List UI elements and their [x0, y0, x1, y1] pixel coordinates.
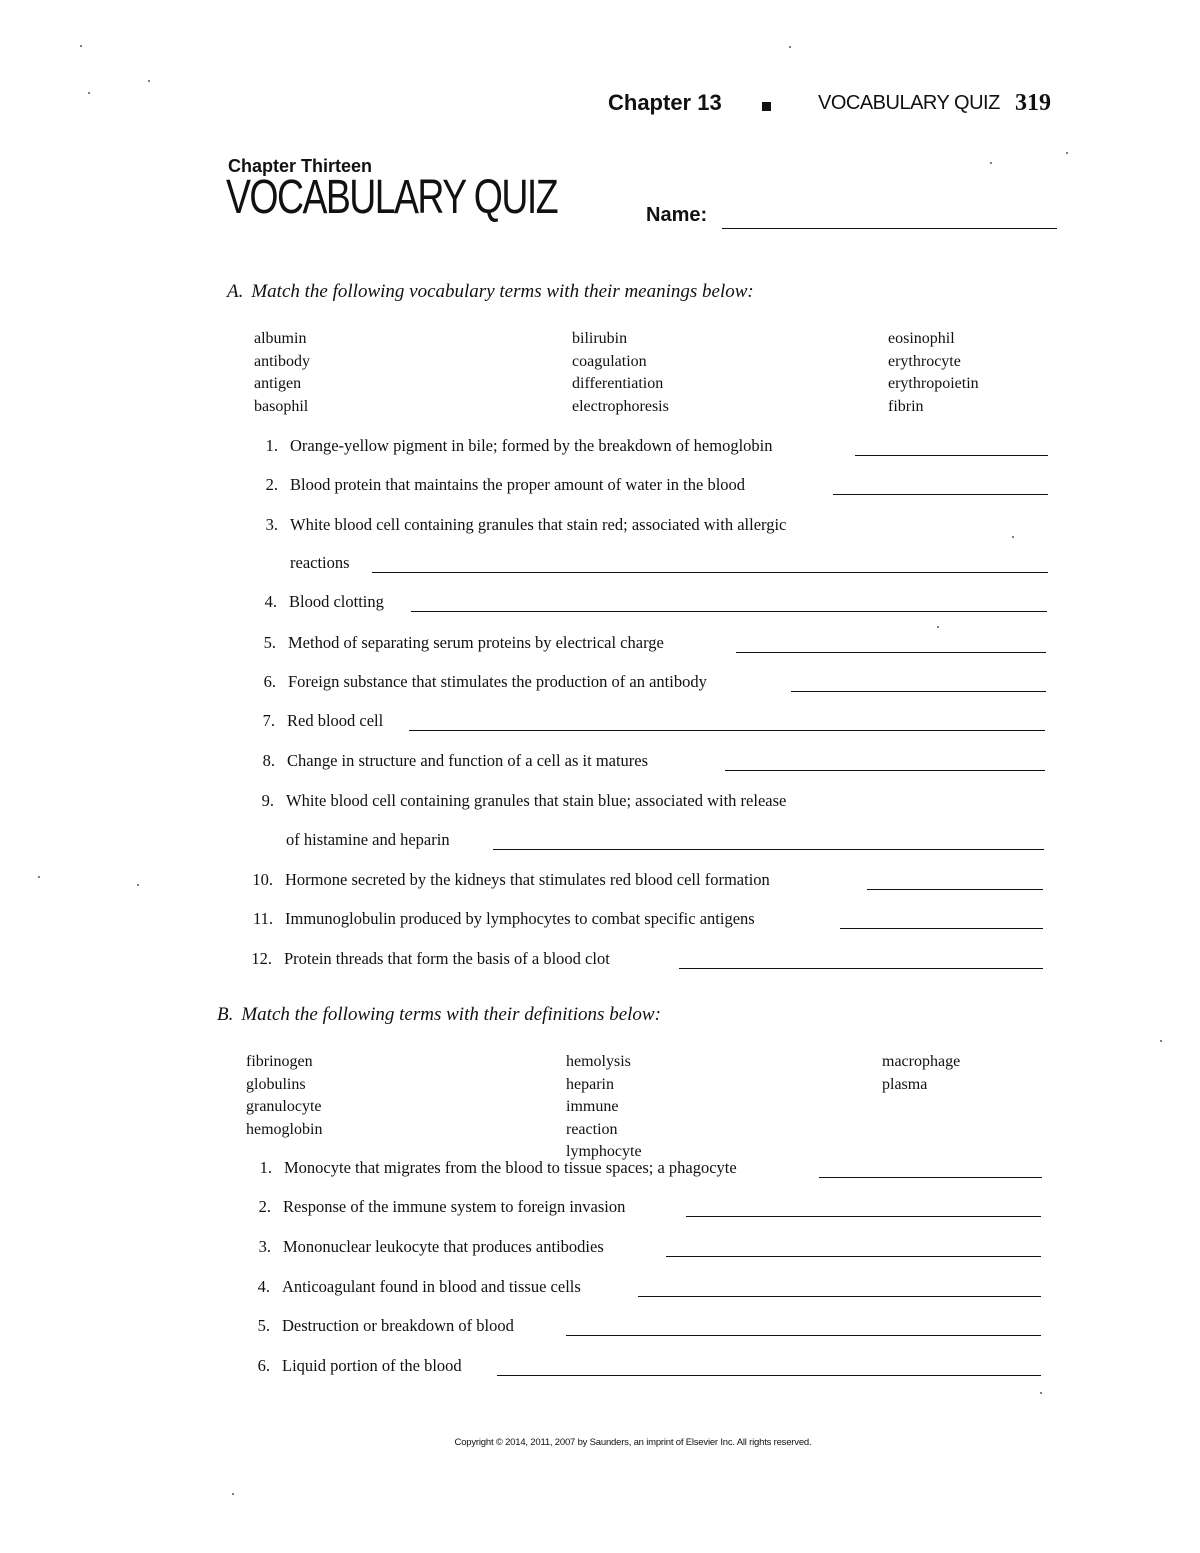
- question-number: 6.: [257, 1356, 270, 1375]
- question-text: White blood cell containing granules that stain blue; associated with release: [286, 791, 787, 810]
- scan-speck: [1040, 1392, 1042, 1394]
- word-bank-term: antibody: [254, 352, 310, 370]
- word-bank-term: globulins: [246, 1075, 306, 1093]
- question-number: 3.: [258, 1237, 271, 1256]
- question-b6: [242, 1356, 1041, 1382]
- question-a3: [250, 515, 1048, 541]
- question-text: White blood cell containing granules that stain red; associated with allergic: [290, 515, 787, 534]
- word-bank-term: fibrin: [888, 397, 924, 415]
- section-b-letter: B.: [217, 1004, 234, 1025]
- question-text: Blood protein that maintains the proper amount of water in the blood: [290, 475, 746, 494]
- answer-line[interactable]: [791, 691, 1046, 692]
- scan-speck: [1160, 1040, 1162, 1042]
- question-number: 11.: [252, 909, 273, 928]
- answer-line[interactable]: [679, 968, 1043, 969]
- question-number: 4.: [264, 592, 277, 611]
- word-bank-term: differentiation: [572, 375, 664, 392]
- word-bank-term: lymphocyte: [566, 1143, 642, 1160]
- question-number: 8.: [262, 751, 275, 770]
- section-b-instruction: Match the following terms with their definitions below:: [241, 1004, 661, 1025]
- question-a2: [250, 475, 1048, 501]
- question-number: 5.: [263, 633, 276, 652]
- word-bank-term: macrophage: [882, 1053, 961, 1070]
- chapter-name: Chapter Thirteen: [228, 156, 373, 176]
- question-text: reactions: [290, 553, 350, 572]
- header-bullet: [762, 102, 771, 111]
- question-b4: [242, 1277, 1041, 1303]
- question-b1: [244, 1158, 1042, 1184]
- word-bank-term: heparin: [566, 1075, 614, 1093]
- word-bank-term: hemolysis: [566, 1053, 631, 1070]
- page-title: VOCABULARY QUIZ: [226, 171, 558, 224]
- question-a9: [246, 791, 1044, 817]
- scan-speck: [148, 80, 150, 82]
- word-bank-term: plasma: [882, 1075, 928, 1093]
- question-b5: [242, 1316, 1041, 1342]
- word-bank-column: [888, 328, 979, 418]
- question-number: 3.: [265, 515, 278, 534]
- scan-speck: [937, 626, 939, 628]
- question-text: Orange-yellow pigment in bile; formed by the breakdown of hemoglobin: [290, 436, 773, 455]
- scan-speck: [137, 884, 139, 886]
- answer-line[interactable]: [867, 889, 1043, 890]
- answer-line[interactable]: [819, 1177, 1042, 1178]
- answer-line[interactable]: [566, 1335, 1041, 1336]
- question-text: Method of separating serum proteins by electrical charge: [288, 633, 664, 652]
- question-a5: [248, 633, 1046, 659]
- answer-line[interactable]: [686, 1216, 1041, 1217]
- question-a11: [245, 909, 1043, 935]
- word-bank-term: hemoglobin: [246, 1120, 323, 1138]
- question-text: Response of the immune system to foreign invasion: [283, 1197, 626, 1216]
- question-a8: [247, 751, 1045, 777]
- question-number: 2.: [258, 1197, 271, 1216]
- answer-line[interactable]: [409, 730, 1045, 731]
- question-text: of histamine and heparin: [286, 830, 450, 849]
- question-a9-continued: [246, 830, 1044, 856]
- question-number: 12.: [251, 949, 272, 968]
- copyright-notice: Copyright © 2014, 2011, 2007 by Saunders, an imprint of Elsevier Inc. All rights reserved.: [454, 1437, 812, 1448]
- word-bank-term: erythrocyte: [888, 352, 961, 370]
- word-bank-column: [254, 328, 310, 418]
- question-text: Monocyte that migrates from the blood to tissue spaces; a phagocyte: [284, 1158, 737, 1177]
- answer-line[interactable]: [493, 849, 1044, 850]
- header-chapter: Chapter 13: [608, 90, 722, 115]
- answer-line[interactable]: [666, 1256, 1041, 1257]
- question-text: Anticoagulant found in blood and tissue cells: [282, 1277, 581, 1296]
- question-text: Hormone secreted by the kidneys that stimulates red blood cell formation: [285, 870, 770, 889]
- word-bank-term: coagulation: [572, 352, 647, 370]
- question-number: 7.: [262, 711, 275, 730]
- answer-line[interactable]: [638, 1296, 1041, 1297]
- question-number: 5.: [257, 1316, 270, 1335]
- question-text: Protein threads that form the basis of a blood clot: [284, 949, 610, 968]
- answer-line[interactable]: [840, 928, 1043, 929]
- question-a10: [245, 870, 1043, 896]
- question-a3-continued: [250, 553, 1048, 579]
- header-section: VOCABULARY QUIZ: [818, 92, 1000, 114]
- scan-speck: [1066, 152, 1068, 154]
- question-a1: [250, 436, 1048, 462]
- scan-speck: [990, 162, 992, 164]
- question-a12: [244, 949, 1043, 975]
- question-a6: [248, 672, 1046, 698]
- scan-speck: [1012, 536, 1014, 538]
- question-text: Destruction or breakdown of blood: [282, 1316, 514, 1335]
- section-a-instruction: Match the following vocabulary terms with their meanings below:: [251, 281, 754, 302]
- scan-speck: [38, 876, 40, 878]
- section-a-letter: A.: [227, 281, 244, 302]
- word-bank-term: antigen: [254, 375, 302, 392]
- page-number: 319: [1015, 90, 1051, 116]
- section-b-heading: [217, 1004, 661, 1026]
- answer-line[interactable]: [736, 652, 1046, 653]
- question-text: Blood clotting: [289, 592, 384, 611]
- word-bank-term: immune reaction: [566, 1098, 619, 1138]
- word-bank-column: [882, 1051, 960, 1096]
- question-text: Mononuclear leukocyte that produces antibodies: [283, 1237, 604, 1256]
- answer-line[interactable]: [372, 572, 1048, 573]
- question-number: 9.: [261, 791, 274, 810]
- question-b2: [243, 1197, 1041, 1223]
- question-text: Liquid portion of the blood: [282, 1356, 462, 1375]
- question-a4: [249, 592, 1047, 618]
- question-text: Foreign substance that stimulates the production of an antibody: [288, 672, 707, 691]
- answer-line[interactable]: [833, 494, 1048, 495]
- answer-line[interactable]: [411, 611, 1047, 612]
- question-number: 2.: [265, 475, 278, 494]
- question-a7: [247, 711, 1045, 737]
- section-a-heading: [227, 281, 754, 303]
- question-number: 1.: [259, 1158, 272, 1177]
- word-bank-term: eosinophil: [888, 330, 955, 347]
- question-number: 1.: [265, 436, 278, 455]
- question-number: 10.: [252, 870, 273, 889]
- word-bank-term: fibrinogen: [246, 1053, 313, 1070]
- name-label: Name:: [646, 204, 708, 226]
- question-number: 4.: [257, 1277, 270, 1296]
- scan-speck: [789, 46, 791, 48]
- word-bank-column: [566, 1051, 642, 1164]
- question-text: Change in structure and function of a cell as it matures: [287, 751, 649, 770]
- word-bank-term: electrophoresis: [572, 397, 669, 415]
- answer-line[interactable]: [497, 1375, 1041, 1376]
- word-bank-term: granulocyte: [246, 1098, 322, 1115]
- scan-speck: [88, 92, 90, 94]
- word-bank-term: bilirubin: [572, 330, 628, 347]
- question-text: Red blood cell: [287, 711, 384, 730]
- word-bank-term: albumin: [254, 330, 307, 347]
- question-b3: [243, 1237, 1041, 1263]
- name-field[interactable]: [722, 228, 1057, 229]
- question-text: Immunoglobulin produced by lymphocytes to combat specific antigens: [285, 909, 755, 928]
- word-bank-term: basophil: [254, 397, 309, 415]
- scan-speck: [232, 1493, 234, 1495]
- answer-line[interactable]: [725, 770, 1045, 771]
- word-bank-term: erythropoietin: [888, 375, 979, 392]
- word-bank-column: [246, 1051, 322, 1141]
- question-number: 6.: [263, 672, 276, 691]
- word-bank-column: [572, 328, 669, 418]
- scan-speck: [80, 45, 82, 47]
- answer-line[interactable]: [855, 455, 1048, 456]
- running-header: [600, 90, 1070, 122]
